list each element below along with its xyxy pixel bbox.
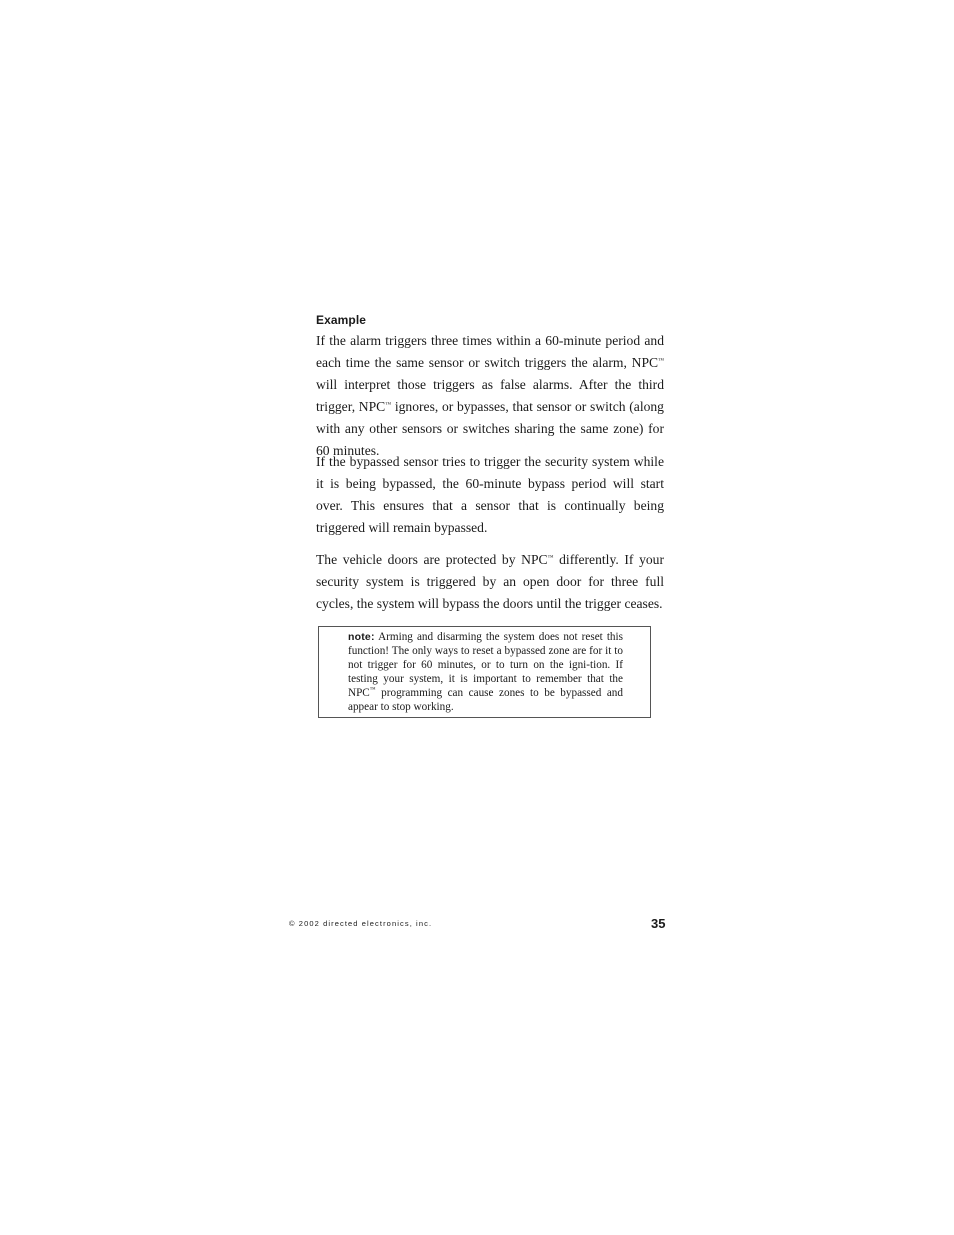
note-body: programming can cause zones to be bypassed and appear to stop working. — [348, 687, 623, 713]
paragraph-text: ignores, or bypasses, that sensor or switch (along with any other sensors or switches sharing the same zone) for 60 minutes. — [316, 399, 664, 458]
paragraph-text: The vehicle doors are protected by NPC — [316, 552, 548, 567]
note-label: note: — [348, 631, 375, 643]
trademark-symbol: ™ — [369, 687, 376, 693]
footer-copyright: © 2002 directed electronics, inc. — [289, 919, 433, 928]
note-body: Arming and disarming the system does not reset this function! The only ways to reset a bypassed zone are for it to not trigger for 60 minutes, or to turn on the igni-tion. If testing your system, it is important to remember that the NPC — [348, 631, 623, 699]
note-text — [348, 630, 623, 714]
paragraph-text: If the alarm triggers three times within a 60-minute period and each time the same sensor or switch triggers the alarm, NPC — [316, 333, 664, 370]
trademark-symbol: ™ — [658, 358, 664, 364]
page-number: 35 — [651, 916, 666, 931]
paragraph-vehicle-doors — [316, 549, 664, 615]
paragraph-text: differently. If your security system is triggered by an open door for three full cycles, the system will bypass the doors until the trigger ceases. — [316, 552, 664, 611]
paragraph-bypass-restart — [316, 451, 664, 539]
note-box — [318, 626, 651, 718]
trademark-symbol: ™ — [547, 555, 554, 561]
paragraph-text: will interpret those triggers as false alarms. After the third trigger, NPC — [316, 377, 664, 414]
trademark-symbol: ™ — [385, 402, 392, 408]
section-heading: Example — [316, 313, 367, 327]
paragraph-text: If the bypassed sensor tries to trigger the security system while it is being bypassed, the 60-minute bypass period will start over. This ensures that a sensor that is continually being triggered will remain bypassed. — [316, 454, 664, 535]
paragraph-false-alarm — [316, 330, 664, 462]
